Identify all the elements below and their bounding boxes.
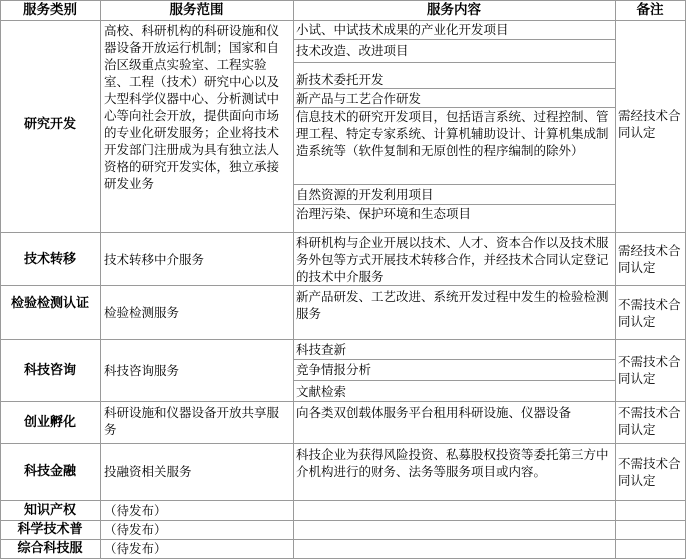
grid-line (293, 62, 615, 63)
note-testing: 不需技术合同认定 (618, 297, 681, 329)
grid-line (0, 339, 686, 340)
scope-integrated: （待发布） (104, 541, 167, 556)
category-ip: 知识产权 (23, 503, 76, 518)
grid-line (0, 401, 686, 402)
scope-transfer: 技术转移中介服务 (104, 252, 205, 267)
scope-testing: 检验检测服务 (104, 305, 180, 320)
grid-line (293, 380, 615, 381)
grid-line (0, 520, 686, 521)
header-note: 备注 (636, 2, 664, 18)
content-item: 技术改造、改进项目 (296, 43, 409, 58)
content-item: 新技术委托开发 (296, 72, 384, 87)
content-testing: 新产品研发、工艺改进、系统开发过程中发生的检验检测服务 (296, 289, 609, 321)
category-research: 研究开发 (23, 117, 76, 132)
content-transfer: 科研机构与企业开展以技术、人才、资本合作以及技术服务外包等方式开展技术转移合作，并经技术合同认定登记的技术中介服务 (296, 235, 609, 284)
grid-line (100, 0, 101, 559)
grid-line (615, 0, 616, 559)
content-item: 科技查新 (296, 342, 347, 357)
grid-line (0, 443, 686, 444)
scope-popular: （待发布） (104, 522, 167, 537)
category-testing: 检验检测认证 (10, 296, 89, 311)
scope-ip: （待发布） (104, 503, 167, 518)
grid-line (293, 184, 615, 185)
scope-finance: 投融资相关服务 (104, 464, 192, 479)
header-category: 服务类别 (23, 2, 77, 18)
content-item: 自然资源的开发利用项目 (296, 187, 434, 202)
grid-line (0, 500, 686, 501)
content-item: 文献检索 (296, 384, 347, 399)
category-finance: 科技金融 (23, 464, 76, 479)
content-item: 小试、中试技术成果的产业化开发项目 (296, 22, 509, 37)
grid-line (293, 39, 615, 40)
content-item: 治理污染、保护环境和生态项目 (296, 206, 472, 221)
grid-line (293, 88, 615, 89)
note-transfer: 需经技术合同认定 (618, 243, 681, 275)
content-item: 新产品与工艺合作研发 (296, 91, 422, 106)
content-item: 竞争情报分析 (296, 362, 372, 377)
note-incubation: 不需技术合同认定 (618, 405, 681, 437)
category-integrated: 综合科技服 (17, 541, 83, 556)
grid-line (293, 0, 294, 559)
grid-line (0, 539, 686, 540)
header-scope: 服务范围 (169, 2, 224, 18)
content-incubation: 向各类双创载体服务平台租用科研设施、仪器设备 (296, 405, 572, 420)
grid-line (0, 232, 686, 233)
note-finance: 不需技术合同认定 (618, 456, 681, 488)
grid-line (293, 359, 615, 360)
scope-consult: 科技咨询服务 (104, 363, 180, 378)
scope-research: 高校、科研机构的科研设施和仪器设备开放运行机制；国家和自治区级重点实验室、工程实验室、工程（技术）研究中心以及大型科学仪器中心、分析测试中心等向社会开放，提供面向市场的专业化研发服务；企业将技术开发部门注册成为具有独立法人资格的研究开发实体，独立承接研发业务 (104, 23, 280, 191)
note-consult: 不需技术合同认定 (618, 354, 681, 386)
header-content: 服务内容 (427, 2, 481, 18)
note-research: 需经技术合同认定 (618, 108, 681, 140)
content-finance: 科技企业为获得风险投资、私募股权投资等委托第三方中介机构进行的财务、法务等服务项目或内容。 (296, 447, 609, 479)
category-transfer: 技术转移 (23, 252, 76, 267)
category-incubation: 创业孵化 (23, 415, 76, 430)
category-consult: 科技咨询 (23, 363, 76, 378)
category-popular: 科学技术普 (17, 522, 83, 537)
content-item: 信息技术的研究开发项目，包括语言系统、过程控制、管理工程、特定专家系统、计算机辅助设计、计算机集成制造系统等（软件复制和无原创性的程序编制的除外） (296, 109, 609, 158)
scope-incubation: 科研设施和仪器设备开放共享服务 (104, 405, 280, 437)
grid-line (0, 285, 686, 286)
